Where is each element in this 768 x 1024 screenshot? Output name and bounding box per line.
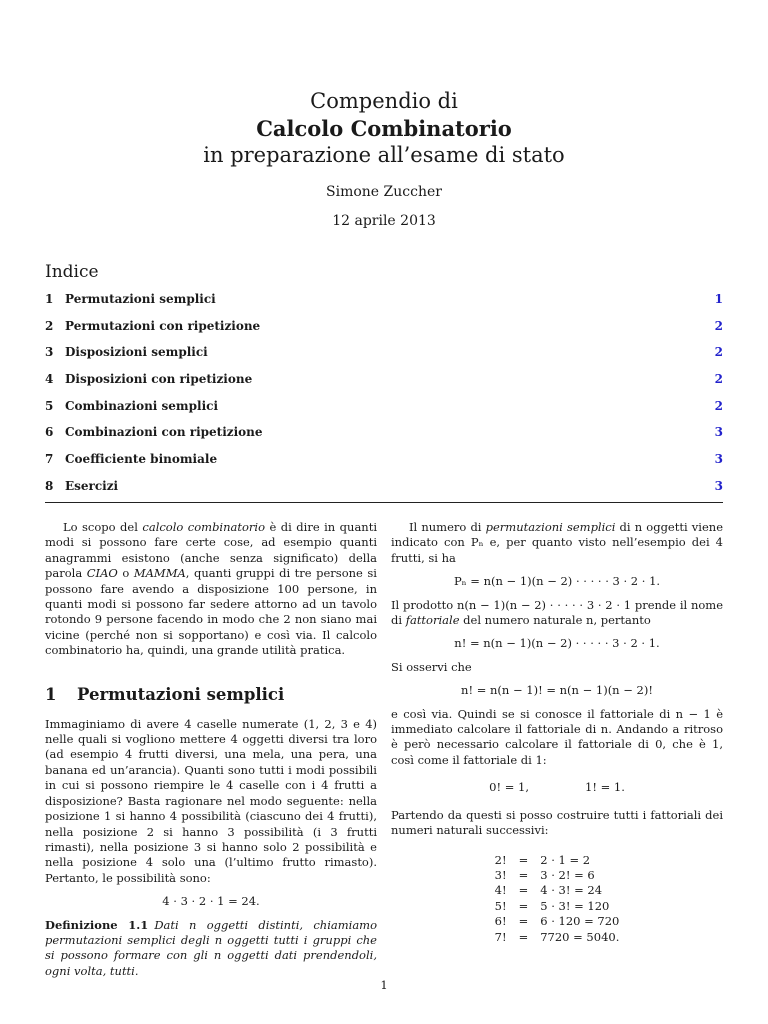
toc-item-number: 1	[45, 292, 54, 306]
table-row	[489, 853, 626, 868]
intro-emphasis: calcolo combinatorio	[142, 520, 266, 534]
toc-item[interactable]	[45, 398, 723, 425]
toc-item-number: 4	[45, 372, 54, 387]
toc-item-page-link[interactable]: 2	[714, 372, 723, 387]
body-text: Il prodotto n(n − 1)(n − 2) · · · · · 3 · 2 · 1 prende il nome di	[391, 597, 723, 628]
toc-item[interactable]	[45, 318, 723, 345]
equals-sign: =	[518, 852, 529, 867]
toc-item-number: 2	[45, 318, 54, 333]
toc-item-label: Combinazioni con ripetizione	[65, 425, 263, 440]
equals-sign: =	[518, 929, 529, 944]
toc-item[interactable]	[45, 451, 723, 478]
toc-item-label: Disposizioni con ripetizione	[65, 372, 253, 387]
factorial-rhs: 4 · 3! = 24	[540, 883, 603, 898]
toc-item-page-link[interactable]: 3	[714, 452, 723, 467]
toc-item-number: 3	[45, 345, 54, 360]
toc-item[interactable]	[45, 344, 723, 371]
equals-sign: =	[518, 883, 529, 898]
factorial-rhs: 7720 = 5040.	[540, 929, 620, 944]
toc-item[interactable]	[45, 291, 723, 318]
equation: 0! = 1,	[489, 780, 529, 795]
equation-pair	[391, 780, 723, 795]
intro-text: Lo scopo del	[63, 520, 143, 534]
body-text: del numero naturale n, pertanto	[459, 613, 651, 628]
date: 12 aprile 2013	[332, 213, 436, 229]
toc-item[interactable]	[45, 478, 723, 505]
intro-text: è di dire in quanti modi si possono fare certe cose, ad esempio quanti anagrammi esistono (anche senza significato) della parola	[45, 520, 377, 581]
title-line-3: in preparazione all’esame di stato	[203, 143, 565, 167]
toc-item-page-link[interactable]: 1	[714, 292, 723, 306]
toc-item-number: 5	[45, 398, 54, 413]
toc-item-label: Esercizi	[65, 478, 119, 493]
title-block	[0, 88, 768, 230]
equation: 1! = 1.	[585, 780, 625, 795]
factorial-lhs: 2!	[494, 852, 507, 867]
section-title: Permutazioni semplici	[77, 684, 285, 704]
toc-item-label: Disposizioni semplici	[65, 345, 208, 360]
table-row	[489, 868, 626, 883]
toc-item-number: 6	[45, 425, 54, 440]
factorial-lhs: 3!	[494, 867, 507, 882]
toc-item-page-link[interactable]: 2	[714, 318, 723, 333]
definition	[45, 918, 377, 980]
page-number: 1	[380, 978, 388, 992]
title-line-2: Calcolo Combinatorio	[256, 116, 512, 141]
body-text: Il numero di	[409, 520, 486, 534]
body-paragraph: e così via. Quindi se si conosce il fattoriale di n − 1 è immediato calcolare il fattoriale di n. Andando a ritroso è però necessario calcolare il fattoriale di 0, che è 1, così come il fattoriale di 1:	[391, 706, 723, 767]
table-row	[489, 883, 626, 898]
toc-item-page-link[interactable]: 3	[714, 478, 723, 493]
table-row	[489, 899, 626, 914]
title-line-1: Compendio di	[310, 89, 458, 113]
toc-item-label: Combinazioni semplici	[65, 398, 218, 413]
body-paragraph: Partendo da questi si posso costruire tutti i fattoriali dei numeri naturali successivi:	[391, 807, 723, 838]
equation: 4 · 3 · 2 · 1 = 24.	[162, 894, 260, 909]
toc-item-label: Permutazioni con ripetizione	[65, 318, 261, 333]
factorial-lhs: 5!	[494, 898, 507, 913]
body-paragraph: Si osservi che	[391, 659, 472, 674]
intro-text: , quanti gruppi di tre persone si possono fare avendo a disposizione 100 persone, in quanti modi si possono far sedere attorno ad un tavolo rotondo 9 persone facendo in modo che 2 non siano mai vicine (perché non si sopportano) e così via. Il calcolo combinatorio ha, quindi, una grande utilità pratica.	[45, 566, 377, 658]
factorial-table	[489, 853, 626, 945]
factorial-rhs: 5 · 3! = 120	[540, 898, 610, 913]
toc-item-label: Coefficiente binomiale	[65, 452, 218, 467]
intro-paragraph	[45, 520, 377, 659]
factorial-rhs: 3 · 2! = 6	[540, 867, 595, 882]
factorial-lhs: 7!	[494, 929, 507, 944]
factorial-rhs: 2 · 1 = 2	[540, 852, 591, 867]
definition-heading: Definizione 1.1	[45, 917, 149, 932]
factorial-rhs: 6 · 120 = 720	[540, 914, 620, 929]
intro-text: o	[117, 566, 134, 581]
body-emphasis: fattoriale	[405, 613, 460, 628]
body-paragraph	[391, 520, 723, 566]
horizontal-rule	[45, 502, 723, 503]
table-of-contents	[45, 291, 723, 505]
toc-item-number: 7	[45, 452, 54, 467]
right-column	[391, 520, 723, 945]
equals-sign: =	[518, 867, 529, 882]
factorial-lhs: 4!	[494, 883, 507, 898]
equals-sign: =	[518, 914, 529, 929]
definition-text: Dati n oggetti distinti, chiamiamo permutazioni semplici degli n oggetti tutti i gruppi che si possono formare con gli n oggetti dati prendendoli, ogni volta, tutti.	[45, 917, 378, 978]
toc-item-page-link[interactable]: 2	[714, 398, 723, 413]
table-row	[489, 914, 626, 929]
toc-item[interactable]	[45, 424, 723, 451]
intro-emphasis: MAMMA	[133, 566, 186, 581]
toc-item-page-link[interactable]: 2	[714, 345, 723, 360]
factorial-lhs: 6!	[494, 914, 507, 929]
section-heading	[45, 685, 377, 705]
intro-emphasis: CIAO	[86, 566, 118, 581]
section-number: 1	[45, 684, 57, 704]
toc-item[interactable]	[45, 371, 723, 398]
equation: n! = n(n − 1)! = n(n − 1)(n − 2)!	[461, 683, 653, 698]
body-emphasis: permutazioni semplici	[485, 520, 616, 534]
body-text: di n oggetti viene indicato con Pₙ e, per quanto visto nell’esempio dei 4 frutti, si ha	[391, 520, 723, 565]
table-row	[489, 930, 626, 945]
author: Simone Zuccher	[326, 184, 442, 200]
body-paragraph: Immaginiamo di avere 4 caselle numerate (1, 2, 3 e 4) nelle quali si vogliono mettere 4 oggetti diversi tra loro (ad esempio 4 frutti diversi, una mela, una pera, una banana ed un’arancia). Quanti sono tutti i modi possibili in cui si possono riempire le 4 caselle con i 4 frutti a disposizione? Basta ragionare nel modo seguente: nella posizione 1 si hanno 4 possibilità (ciascuno dei 4 frutti), nella posizione 2 si hanno 3 possibilità (i 3 frutti rimasti), nella posizione 3 si hanno solo 2 possibilità e nella posizione 4 solo una (l’ultimo frutto rimasto). Pertanto, le possibilità sono:	[45, 716, 377, 885]
equals-sign: =	[518, 898, 529, 913]
toc-heading: Indice	[45, 262, 99, 282]
equation: Pₙ = n(n − 1)(n − 2) · · · · · 3 · 2 · 1.	[453, 574, 661, 589]
toc-item-label: Permutazioni semplici	[65, 292, 216, 306]
body-paragraph	[391, 598, 723, 629]
toc-item-number: 8	[45, 478, 54, 493]
left-column	[45, 520, 377, 979]
toc-item-page-link[interactable]: 3	[714, 425, 723, 440]
equation: n! = n(n − 1)(n − 2) · · · · · 3 · 2 · 1.	[454, 636, 660, 651]
